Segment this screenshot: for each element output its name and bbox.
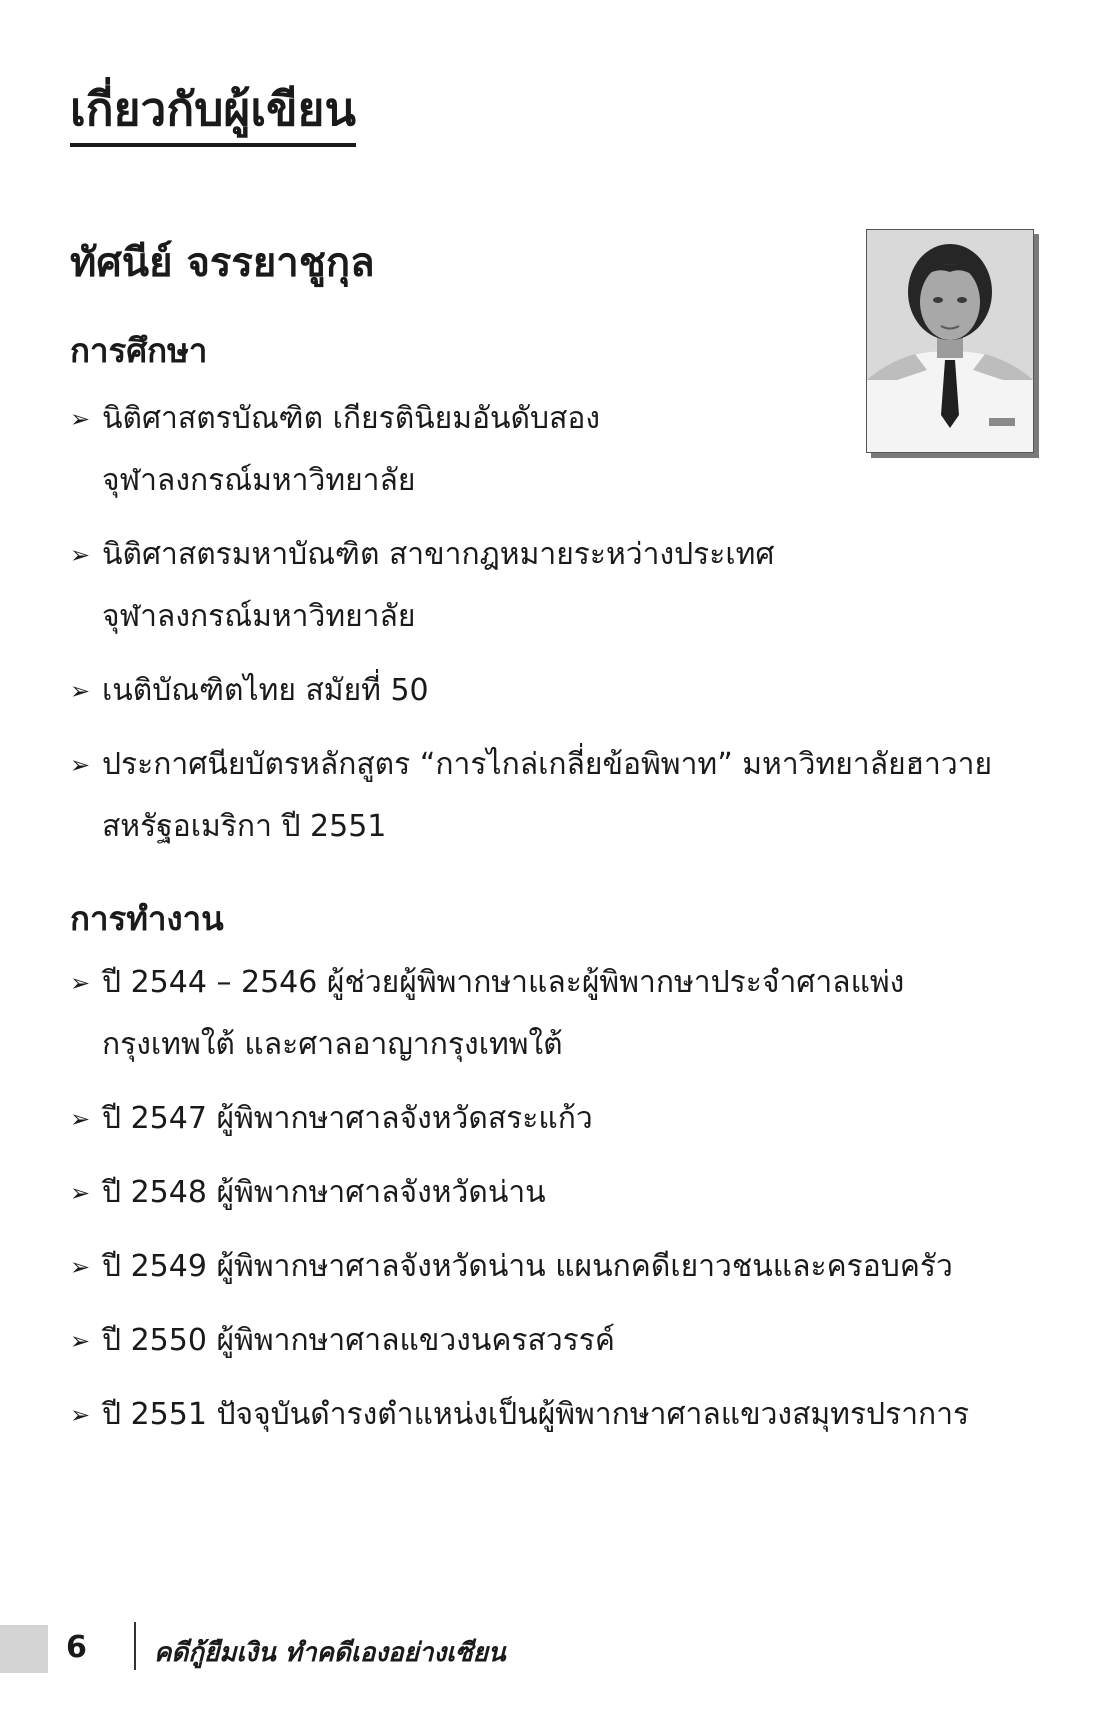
arrow-bullet-icon: ➢ <box>70 1401 91 1429</box>
item-text: ปี 2547 ผู้พิพากษาศาลจังหวัดสระแก้ว <box>102 1101 593 1136</box>
list-item <box>70 734 1070 858</box>
item-text: จุฬาลงกรณ์มหาวิทยาลัย <box>102 463 416 498</box>
list-item <box>70 660 1070 722</box>
list-item <box>70 952 1070 1076</box>
item-text: จุฬาลงกรณ์มหาวิทยาลัย <box>102 599 416 634</box>
page-heading: เกี่ยวกับผู้เขียน <box>70 82 356 147</box>
arrow-bullet-icon: ➢ <box>70 1179 91 1207</box>
arrow-bullet-icon: ➢ <box>70 751 91 779</box>
item-text: ปี 2551 ปัจจุบันดำรงตำแหน่งเป็นผู้พิพากษาศาลแขวงสมุทรปราการ <box>102 1397 970 1432</box>
arrow-bullet-icon: ➢ <box>70 1105 91 1133</box>
item-text: ปี 2550 ผู้พิพากษาศาลแขวงนครสวรรค์ <box>102 1323 615 1358</box>
list-item <box>70 1236 1070 1298</box>
footer-divider <box>134 1622 136 1670</box>
item-text: กรุงเทพใต้ และศาลอาญากรุงเทพใต้ <box>102 1027 563 1062</box>
list-item <box>70 524 1070 648</box>
arrow-bullet-icon: ➢ <box>70 1327 91 1355</box>
item-text: ปี 2544 – 2546 ผู้ช่วยผู้พิพากษาและผู้พิพากษาประจำศาลแพ่ง <box>102 965 905 1000</box>
page-number: 6 <box>66 1630 87 1665</box>
arrow-bullet-icon: ➢ <box>70 541 91 569</box>
item-text: เนติบัณฑิตไทย สมัยที่ 50 <box>102 673 429 708</box>
item-text: ปี 2549 ผู้พิพากษาศาลจังหวัดน่าน แผนกคดีเยาวชนและครอบครัว <box>102 1249 953 1284</box>
list-item <box>70 1310 1070 1372</box>
item-text: ประกาศนียบัตรหลักสูตร “การไกล่เกลี่ยข้อพิพาท” มหาวิทยาลัยฮาวาย <box>102 747 993 782</box>
footer-book-title: คดีกู้ยืมเงิน ทำคดีเองอย่างเซียน <box>154 1638 506 1668</box>
list-item <box>70 1088 1070 1150</box>
work-heading: การทำงาน <box>70 899 224 938</box>
arrow-bullet-icon: ➢ <box>70 1253 91 1281</box>
list-item <box>70 1384 1070 1446</box>
author-name: ทัศนีย์ จรรยาชูกุล <box>70 240 375 286</box>
item-text: สหรัฐอเมริกา ปี 2551 <box>102 809 387 844</box>
arrow-bullet-icon: ➢ <box>70 677 91 705</box>
education-list <box>70 388 1070 870</box>
work-list <box>70 952 1070 1458</box>
list-item <box>70 1162 1070 1224</box>
item-text: นิติศาสตรบัณฑิต เกียรตินิยมอันดับสอง <box>102 401 601 436</box>
item-text: นิติศาสตรมหาบัณฑิต สาขากฎหมายระหว่างประเทศ <box>102 537 775 572</box>
item-text: ปี 2548 ผู้พิพากษาศาลจังหวัดน่าน <box>102 1175 546 1210</box>
education-heading: การศึกษา <box>70 331 208 370</box>
list-item <box>70 388 1070 512</box>
arrow-bullet-icon: ➢ <box>70 405 91 433</box>
footer-tab-marker <box>0 1625 48 1673</box>
arrow-bullet-icon: ➢ <box>70 969 91 997</box>
